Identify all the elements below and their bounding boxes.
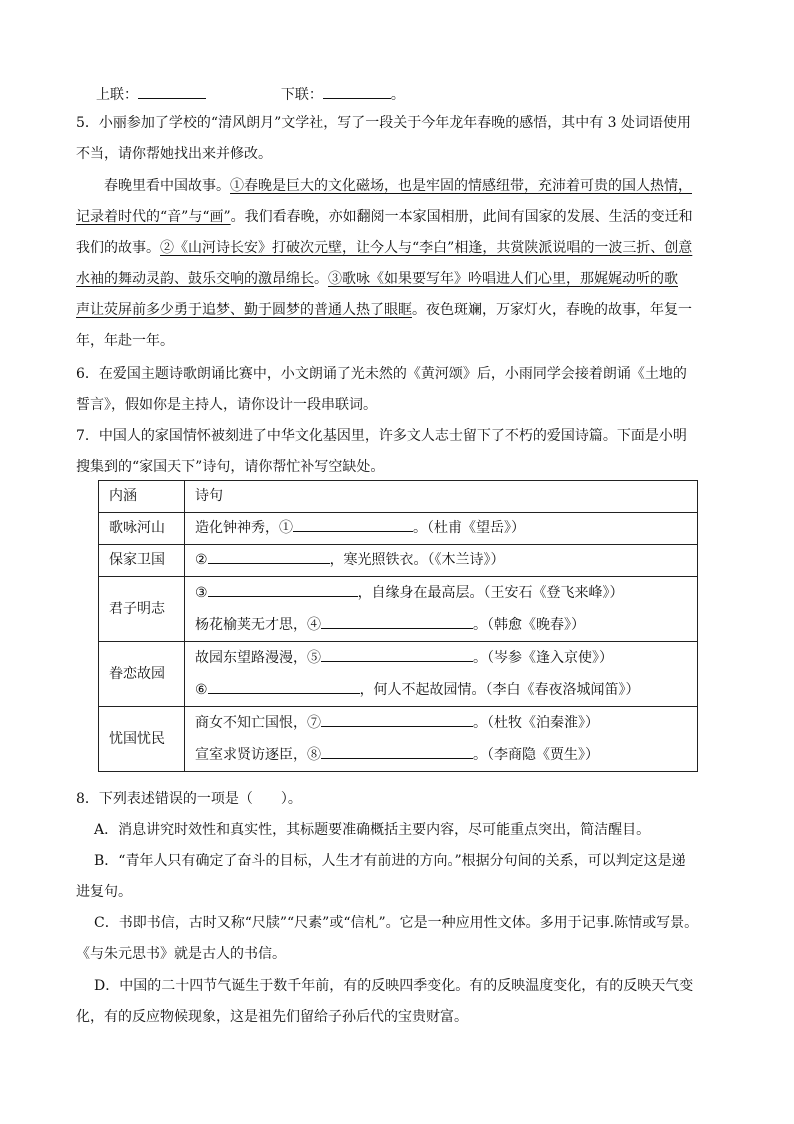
q8-option-d-line2: 化，有的反应物候现象，这是祖先们留给子孙后代的宝贵财富。: [76, 1009, 468, 1025]
table-row: [99, 545, 698, 577]
underlined-sentence-2-end: 水袖的舞动灵韵、鼓乐交响的激昂绵长: [76, 271, 314, 287]
q5-passage-line6: 年，年赴一年。: [76, 333, 174, 349]
q7-stem-line1: 7．中国人的家国情怀被刻进了中华文化基因里，许多文人志士留下了不朽的爱国诗篇。下面是小明: [76, 428, 687, 444]
q5-passage-line1: [104, 176, 692, 196]
q5-stem-line1: 5．小丽参加了学校的“清风朗月”文学社，写了一段关于今年龙年春晚的感悟，其中有 3 处词语使用: [76, 115, 692, 131]
blank-7[interactable]: [321, 710, 473, 727]
row-theme: 忧国忧民: [99, 707, 185, 772]
blank-3[interactable]: [208, 580, 358, 597]
q8-option-c-line1: C．书即书信，古时又称“尺牍”“尺素”或“信札”。它是一种应用性文体。多用于记事.陈情或写景。: [94, 915, 699, 931]
q8-option-b-line2: 进复句。: [76, 884, 132, 900]
passage-text: 春晚里看中国故事。: [104, 178, 230, 194]
blank-5[interactable]: [321, 645, 473, 662]
q8-stem: 8．下列表述错误的一项是（ ）。: [76, 791, 302, 807]
row-theme: 保家卫国: [99, 545, 185, 577]
table-row: [99, 577, 698, 642]
lower-couplet-blank[interactable]: [323, 82, 391, 99]
underlined-sentence-1-end: 记录着时代的“音”与“画”: [76, 209, 231, 225]
table-header-row: [99, 481, 698, 513]
couplet-end-mark: 。: [390, 87, 405, 103]
q8-option-c-line2: 《与朱元思书》就是古人的书信。: [76, 946, 286, 962]
row-theme: 君子明志: [99, 577, 185, 642]
row-verses: 造化钟神秀，① 。（杜甫《望岳》）: [185, 513, 698, 545]
upper-couplet-blank[interactable]: [138, 82, 206, 99]
q8-option-b-line1: B．“青年人只有确定了奋斗的目标，人生才有前进的方向。”根据分句间的关系，可以判定这是递: [94, 853, 686, 869]
q5-passage-line3: [76, 238, 692, 258]
blank-2[interactable]: [208, 547, 330, 564]
passage-text: 我们的故事。: [76, 240, 160, 256]
underlined-sentence-3: ③歌咏《如果要写年》吟唱进人们心里，那娓娓动听的歌: [328, 271, 678, 287]
poem-fill-table: [98, 480, 698, 772]
table-row: [99, 513, 698, 545]
row-verses: 故园东望路漫漫，⑤ 。（岑参《逢入京使》） ⑥ ，何人不起故园情。（李白《春夜洛城闻笛》）: [185, 642, 698, 707]
upper-couplet-label: 上联：: [96, 87, 138, 103]
passage-text: 。我们看春晚，亦如翻阅一本家国相册，此间有国家的发展、生活的变迁和: [230, 209, 693, 225]
couplet-answer-line: [96, 82, 405, 105]
row-verses: 商女不知亡国恨，⑦ 。（杜牧《泊秦淮》） 宣室求贤访逐臣，⑧ 。（李商隐《贾生》）: [185, 707, 698, 772]
passage-text: 。: [314, 271, 328, 287]
q6-stem-line2: 誓言》，假如你是主持人，请你设计一段串联词。: [76, 397, 377, 413]
blank-8[interactable]: [321, 742, 473, 759]
header-theme: 内涵: [99, 481, 185, 513]
q5-passage-line2: [76, 207, 693, 227]
q5-passage-line5: [76, 300, 692, 320]
blank-1[interactable]: [293, 515, 413, 532]
row-theme: 眷恋故园: [99, 642, 185, 707]
q6-stem-line1: 6．在爱国主题诗歌朗诵比赛中，小文朗诵了光未然的《黄河颂》后，小雨同学会接着朗诵《土地的: [76, 366, 687, 382]
table-row: [99, 707, 698, 772]
header-verse: 诗句: [185, 481, 698, 513]
blank-4[interactable]: [321, 612, 473, 629]
row-verses: ③ ，自缘身在最高层。（王安石《登飞来峰》） 杨花榆荚无才思，④ 。（韩愈《晚春》）: [185, 577, 698, 642]
q5-passage-line4: [76, 269, 678, 289]
underlined-sentence-2: ②《山河诗长安》打破次元壁，让今人与“李白”相逢，共赏陕派说唱的一波三折、创意: [160, 240, 693, 256]
q8-option-a: A．消息讲究时效性和真实性，其标题要准确概括主要内容，尽可能重点突出，简洁醒目。: [94, 822, 651, 838]
underlined-sentence-1: ①春晚是巨大的文化磁场，也是牢固的情感纽带，充沛着可贵的国人热情，: [230, 178, 692, 194]
q8-option-d-line1: D．中国的二十四节气诞生于数千年前，有的反映四季变化。有的反映温度变化，有的反映天气变: [94, 978, 694, 994]
lower-couplet-label: 下联：: [280, 87, 323, 103]
blank-6[interactable]: [208, 677, 360, 694]
passage-text: 。夜色斑斓，万家灯火，春晚的故事，年复一: [412, 302, 692, 318]
table-row: [99, 642, 698, 707]
row-theme: 歌咏河山: [99, 513, 185, 545]
q7-stem-line2: 搜集到的“家国天下”诗句，请你帮忙补写空缺处。: [76, 459, 385, 475]
q5-stem-line2: 不当，请你帮她找出来并修改。: [76, 146, 272, 162]
row-verses: ② ，寒光照铁衣。（《木兰诗》）: [185, 545, 698, 577]
underlined-sentence-3-end: 声让荧屏前多少勇于追梦、勤于圆梦的普通人热了眼眶: [76, 302, 412, 318]
